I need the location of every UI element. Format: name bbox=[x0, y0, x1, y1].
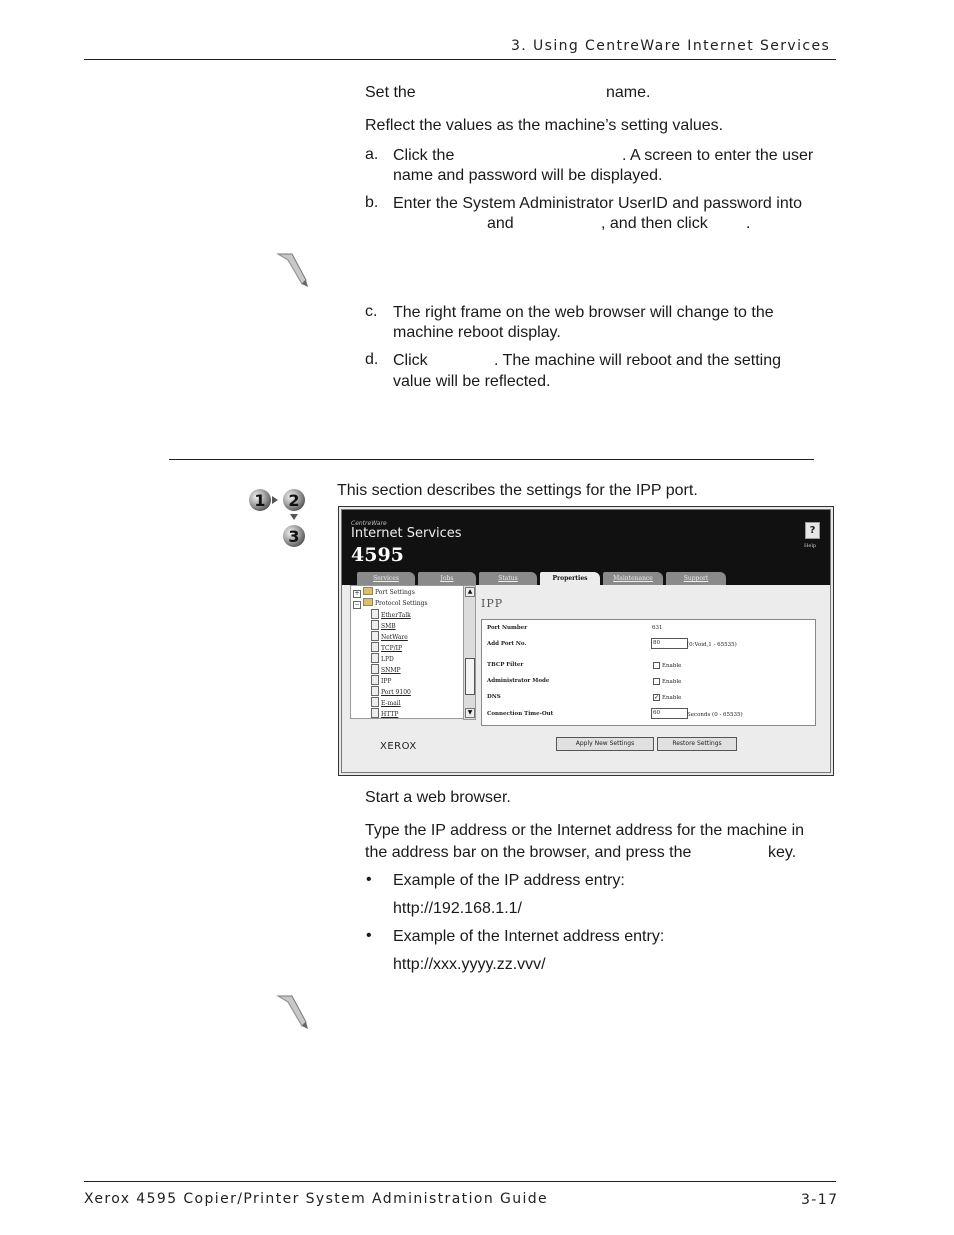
tree-label: TCP/IP bbox=[381, 645, 403, 652]
tree-item-ethertalk[interactable] bbox=[371, 609, 411, 619]
step-type-address-line2-end: key. bbox=[768, 844, 797, 861]
tree-item-port9100[interactable] bbox=[371, 686, 411, 696]
help-label[interactable]: Help bbox=[804, 543, 817, 549]
collapse-icon[interactable]: − bbox=[354, 601, 360, 608]
tree-scrollbar[interactable] bbox=[463, 585, 476, 720]
add-port-input[interactable]: 80 bbox=[651, 638, 688, 649]
port-number-label: Port Number bbox=[487, 625, 528, 631]
page-icon bbox=[371, 653, 379, 663]
port-number-value: 631 bbox=[652, 625, 663, 631]
app-title: Internet Services bbox=[351, 526, 462, 541]
page-icon bbox=[371, 631, 379, 641]
page-icon bbox=[371, 686, 379, 696]
section-intro: This section describes the settings for the IPP port. bbox=[337, 482, 698, 499]
tree-item-lpd[interactable] bbox=[371, 653, 394, 663]
substep-c-marker: c. bbox=[365, 303, 378, 320]
step-1-label: 1 bbox=[254, 491, 266, 510]
tree-item-email[interactable] bbox=[371, 697, 401, 707]
centreware-window bbox=[341, 509, 831, 773]
substep-b-line1: Enter the System Administrator UserID and password into bbox=[393, 195, 803, 212]
tab-jobs[interactable]: Jobs bbox=[418, 572, 476, 585]
ipp-settings-form bbox=[481, 619, 816, 726]
substep-b-line2-click: , and then click bbox=[601, 215, 708, 232]
tree-label: SNMP bbox=[381, 667, 401, 674]
page-icon bbox=[371, 664, 379, 674]
add-port-hint: (0:Void,1 - 65535) bbox=[687, 642, 737, 648]
dns-option: Enable bbox=[662, 695, 682, 701]
page-icon bbox=[371, 697, 379, 707]
tree-label: EtherTalk bbox=[381, 612, 411, 619]
substep-a-line1-start: Click the bbox=[393, 147, 455, 164]
scroll-down-icon[interactable]: ▼ bbox=[465, 708, 475, 718]
page-icon bbox=[371, 675, 379, 685]
page-icon bbox=[371, 620, 379, 630]
page-number: 3-17 bbox=[801, 1192, 839, 1208]
chapter-header: 3. Using CentreWare Internet Services bbox=[511, 38, 831, 54]
step-reflect: Reflect the values as the machine’s setting values. bbox=[365, 117, 724, 134]
tree-item-tcpip[interactable] bbox=[371, 642, 402, 652]
tab-maintenance[interactable]: Maintenance bbox=[603, 572, 663, 585]
tab-support[interactable]: Support bbox=[666, 572, 726, 585]
tree-item-port-settings[interactable] bbox=[353, 587, 415, 598]
step-type-address-line1: Type the IP address or the Internet address for the machine in bbox=[365, 822, 805, 839]
brand-label: CentreWare bbox=[351, 520, 387, 527]
tbcp-label: TBCP Filter bbox=[487, 662, 524, 668]
model-number: 4595 bbox=[351, 544, 404, 566]
tree-label: HTTP bbox=[381, 711, 399, 718]
timeout-input[interactable]: 60 bbox=[651, 708, 688, 719]
page-icon bbox=[371, 642, 379, 652]
step-type-address-line2-start: the address bar on the browser, and press the bbox=[365, 844, 692, 861]
centreware-header bbox=[342, 510, 830, 585]
tab-services[interactable]: Services bbox=[357, 572, 415, 585]
tree-label: Protocol Settings bbox=[375, 600, 428, 607]
folder-open-icon bbox=[363, 598, 373, 606]
substep-c-line2: machine reboot display. bbox=[393, 324, 561, 341]
admin-mode-option: Enable bbox=[662, 679, 682, 685]
tree-label: Port Settings bbox=[375, 589, 415, 596]
tbcp-option: Enable bbox=[662, 663, 682, 669]
footer-title: Xerox 4595 Copier/Printer System Administration Guide bbox=[84, 1191, 549, 1207]
scroll-thumb[interactable] bbox=[465, 658, 475, 695]
dns-label: DNS bbox=[487, 694, 501, 700]
add-port-label: Add Port No. bbox=[487, 641, 527, 647]
tree-item-protocol-settings[interactable] bbox=[353, 598, 428, 609]
tree-item-http[interactable] bbox=[371, 708, 398, 718]
tree-item-ipp[interactable] bbox=[371, 675, 391, 685]
timeout-label: Connection Time-Out bbox=[487, 711, 554, 717]
step-2-label: 2 bbox=[288, 491, 300, 510]
bullet-1-symbol: • bbox=[366, 871, 372, 888]
restore-settings-button[interactable]: Restore Settings bbox=[657, 737, 737, 751]
bullet-2-symbol: • bbox=[366, 927, 372, 944]
tab-status[interactable]: Status bbox=[479, 572, 537, 585]
section-divider bbox=[169, 459, 814, 460]
substep-d-line1-end: . The machine will reboot and the setting bbox=[494, 352, 781, 369]
dns-checkbox[interactable]: ✓ bbox=[654, 694, 660, 701]
bullet-2-example: http://xxx.yyyy.zz.vvv/ bbox=[393, 956, 546, 973]
header-rule bbox=[84, 59, 836, 60]
substep-b-line2-and: and bbox=[487, 215, 514, 232]
tree-item-snmp[interactable] bbox=[371, 664, 401, 674]
tree-label: E-mail bbox=[381, 700, 401, 707]
page-icon bbox=[371, 708, 379, 718]
tbcp-checkbox[interactable] bbox=[653, 662, 660, 669]
bullet-1-example: http://192.168.1.1/ bbox=[393, 900, 522, 917]
note-pencil-icon bbox=[272, 992, 312, 1032]
substep-d-line2: value will be reflected. bbox=[393, 373, 551, 390]
bullet-1-label: Example of the IP address entry: bbox=[393, 872, 625, 889]
step-3-label: 3 bbox=[288, 527, 300, 546]
tree-label: SMB bbox=[381, 623, 396, 630]
tree-item-smb[interactable] bbox=[371, 620, 396, 630]
apply-new-settings-button[interactable]: Apply New Settings bbox=[556, 737, 654, 751]
admin-mode-checkbox[interactable] bbox=[653, 678, 660, 685]
footer-rule bbox=[84, 1181, 836, 1182]
steps-123-icon bbox=[247, 484, 311, 550]
tree-label-selected: IPP bbox=[381, 678, 392, 685]
expand-icon[interactable]: + bbox=[354, 590, 360, 597]
note-pencil-icon bbox=[272, 250, 312, 290]
page-icon bbox=[371, 609, 379, 619]
timeout-hint: Seconds (0 - 65535) bbox=[687, 712, 743, 718]
substep-b-line2-period: . bbox=[746, 215, 751, 232]
tree-label: NetWare bbox=[381, 634, 408, 641]
bullet-2-label: Example of the Internet address entry: bbox=[393, 928, 665, 945]
step-set-name-start: Set the bbox=[365, 84, 416, 101]
help-icon[interactable]: ? bbox=[805, 522, 820, 539]
tree-label: LPD bbox=[381, 656, 394, 663]
substep-b-marker: b. bbox=[365, 194, 379, 211]
settings-tree bbox=[350, 585, 470, 719]
tree-label: Port 9100 bbox=[381, 689, 411, 696]
substep-a-line2: name and password will be displayed. bbox=[393, 167, 663, 184]
scroll-up-icon[interactable]: ▲ bbox=[465, 587, 475, 597]
xerox-logo: XEROX bbox=[380, 741, 417, 752]
substep-d-marker: d. bbox=[365, 351, 379, 368]
substep-a-marker: a. bbox=[365, 146, 379, 163]
substep-a-line1-end: . A screen to enter the user bbox=[622, 147, 814, 164]
tab-properties[interactable]: Properties bbox=[540, 572, 600, 585]
admin-mode-label: Administrator Mode bbox=[487, 678, 550, 684]
tree-item-netware[interactable] bbox=[371, 631, 408, 641]
panel-title: IPP bbox=[481, 597, 504, 610]
substep-d-line1-start: Click bbox=[393, 352, 428, 369]
folder-icon bbox=[363, 587, 373, 595]
substep-c-line1: The right frame on the web browser will change to the bbox=[393, 304, 774, 321]
step-start-browser: Start a web browser. bbox=[365, 789, 511, 806]
step-set-name-end: name. bbox=[606, 84, 651, 101]
centreware-screenshot bbox=[338, 506, 834, 776]
